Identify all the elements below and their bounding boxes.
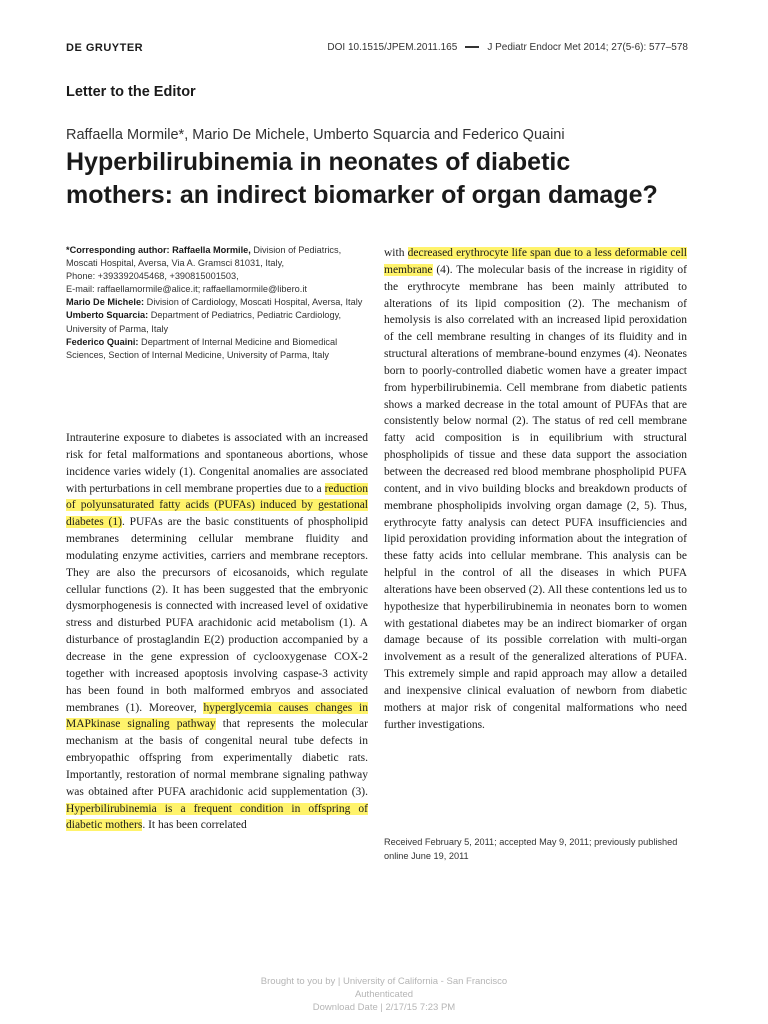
affiliation-text: Department of Pediatrics, Pediatric Cardiology, University of Parma, Italy: [66, 310, 342, 334]
affiliation-text: Department of Internal Medicine and Biomedical Sciences, Section of Internal Medicine, University of Parma, Italy: [66, 336, 338, 360]
body-text: . PUFAs are the basic constituents of phospholipid membranes determining cellular membrane fluidity and modulating enzyme activities, carriers and membrane receptors. They are also the precursors of eicosanoids, which regulate cellular functions (2). It has been suggested that the embryonic dysmorphogenesis is connected with increased level of oxidative stress and disturbed PUFA arachidonic acid metabolism (1). A disturbance of prostaglandin E(2) production accompanied by a decrease in the gene expression of cyclooxygenase COX-2 together with increased apoptosis involving caspase-3 activity has been found in both malformed embryos and associated membranes (1). Moreover,: [66, 516, 368, 714]
body-text: Intrauterine exposure to diabetes is associated with an increased risk for fetal malformations and spontaneous abortions, whose incidence varies widely (1). Congenital anomalies are associated with perturbations in cell membrane properties due to a: [66, 432, 368, 495]
body-text: (4). The molecular basis of the increase in rigidity of the erythrocyte membrane has been mainly attributed to alterations of its lipid composition (2). The mechanism of hemolysis is also correlated with an increased lipid peroxidation of the cell membrane resulting in changes of its fluidity and in structural alterations of membrane-bound enzymes (4). Neonates born to poorly-controlled diabetic women have a greater impact from hyperbilirubinemia. Cell membrane from diabetic patients shows a marked decrease in the total amount of PUFAs that are consistently below normal (2). The status of red cell membrane fatty acid composition is in equilibrium with structural phospholipids of tissue and these data support the association between the decreased red blood membrane phospholipid PUFA content, and in vivo building blocks and breakdown products of membrane phospholipids involving organ damage (2, 5). Thus, erythrocyte fatty analysis can detect PUFA insufficiencies and lipid peroxidation providing information about the integration of these fatty acids into cellular membrane. This analysis can be helpful in the control of all the diseases in which PUFA alterations have been observed (2). All these contentions led us to hypothesize that hyperbilirubinemia in neonates born to women with gestational diabetes may be an indirect biomarker of organ damage because of its possible correlation with multi-organ involvement as a result of the generalized alterations of PUFA. This extremely simple and rapid approach may allow a detailed and inexpensive clinical evaluation of newborn from diabetic mothers at major risk of congenital malformations who need further investigations.: [384, 263, 687, 731]
title-line-2: mothers: an indirect biomarker of organ damage?: [66, 181, 658, 209]
affiliation-de-michele: [66, 296, 366, 309]
received-dates: Received February 5, 2011; accepted May 9, 2011; previously published online June 19, 2011: [384, 837, 678, 861]
section-label: Letter to the Editor: [66, 84, 196, 100]
body-text: that represents the molecular mechanism at the basis of congenital neural tube defects in embryopathic offspring from experimentally diabetic rats. Importantly, restoration of normal membrane signaling pathway was obtained after PUFA arachidonic acid supplementation (3).: [66, 718, 368, 798]
footer-provider: Brought to you by | University of California - San Francisco: [260, 976, 508, 987]
highlighted-text: Hyperbilirubinemia is a frequent condition in offspring of diabetic mothers: [66, 802, 368, 832]
author-list: Raffaella Mormile*, Mario De Michele, Umberto Squarcia and Federico Quaini: [66, 127, 565, 143]
highlighted-text: reduction of polyunsaturated fatty acids (PUFAs) induced by gestational diabetes (1): [66, 482, 368, 529]
footer-download-date: Download Date | 2/17/15 7:23 PM: [312, 1002, 456, 1013]
affiliation-text: Division of Cardiology, Moscati Hospital, Aversa, Italy: [144, 297, 363, 308]
contact-email[interactable]: E-mail: raffaellamormile@alice.it; raffaellamormile@libero.it: [66, 284, 307, 295]
highlighted-text: hyperglycemia causes changes in MAPkinase signaling pathway: [66, 701, 368, 731]
affiliation-squarcia: [66, 309, 366, 335]
corresponding-author-address: Division of Pediatrics, Moscati Hospital, Aversa, Via A. Gramsci 81031, Italy,: [66, 245, 342, 269]
affiliation-label: Mario De Michele:: [66, 297, 145, 308]
corresponding-author-label: *Corresponding author: Raffaella Mormile,: [66, 245, 251, 255]
doi-link[interactable]: DOI 10.1515/JPEM.2011.165: [327, 42, 458, 53]
body-column-left: [66, 430, 368, 834]
journal-citation: J Pediatr Endocr Met 2014; 27(5-6): 577–578: [487, 42, 688, 53]
contact-phone: Phone: +393392045468, +390815001503,: [66, 271, 239, 282]
body-column-right: [384, 245, 687, 733]
affiliation-quaini: [66, 336, 366, 362]
citation-line: [327, 42, 688, 53]
footer-auth: Authenticated: [354, 989, 414, 1000]
title-line-1: Hyperbilirubinemia in neonates of diabetic: [66, 148, 571, 176]
affiliation-label: Federico Quaini:: [66, 336, 139, 347]
corresponding-author: [66, 244, 366, 270]
download-footer: [0, 975, 768, 1014]
publisher-logo: DE GRUYTER: [66, 42, 144, 54]
separator-dash: [465, 46, 479, 48]
affiliations: [66, 244, 366, 362]
body-text: . It has been correlated: [142, 819, 247, 832]
highlighted-text: decreased erythrocyte life span due to a less deformable cell membrane: [384, 247, 687, 276]
affiliation-label: Umberto Squarcia:: [66, 310, 149, 321]
body-text: with: [384, 247, 408, 259]
article-title: [66, 146, 706, 212]
